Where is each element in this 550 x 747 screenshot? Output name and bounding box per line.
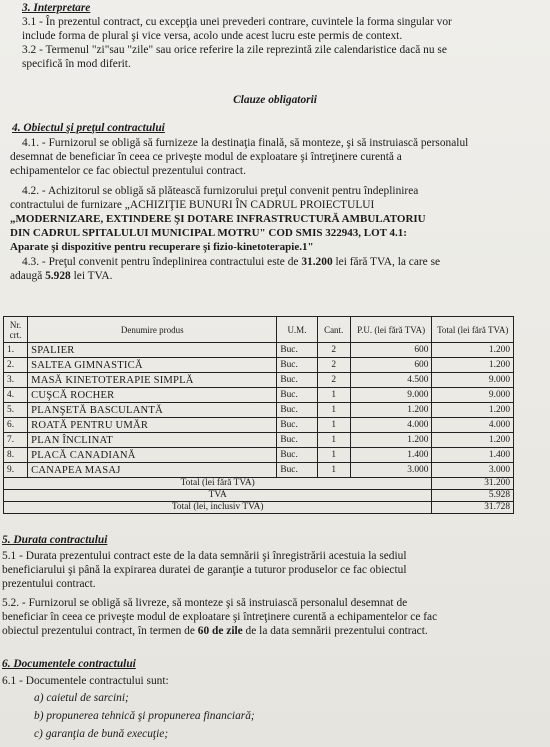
document-item: c) garanţia de bună execuţie; [34, 728, 169, 740]
contract-price-value: 31.200 [301, 256, 333, 268]
row-qty: 2 [317, 373, 350, 388]
row-um: Buc. [277, 373, 317, 388]
vat-value: 5.928 [45, 270, 71, 282]
total-gross-value: 31.728 [432, 502, 514, 514]
section-3-2-line2: specifică în mod diferit. [22, 58, 131, 70]
row-nr: 8. [4, 448, 28, 463]
section-4-2-line2: contractului de furnizare „ACHIZIŢIE BUNURI ÎN CADRUL PROIECTULUI [10, 199, 375, 211]
section-5-2-line2: beneficiar în ceea ce priveşte modul de exploatare şi întreţinere curentă a echipamentelor ce fac [2, 611, 438, 623]
row-product: CANAPEA MASAJ [28, 463, 277, 478]
header-qty: Cant. [317, 317, 350, 343]
section-5-2-line3 [2, 625, 428, 639]
table-header-row [4, 317, 514, 343]
row-product: MASĂ KINETOTERAPIE SIMPLĂ [28, 373, 277, 388]
table-row [4, 358, 514, 373]
section-4-3-line1 [22, 256, 440, 270]
row-unit-price: 1.400 [350, 448, 432, 463]
delivery-term: 60 de zile [197, 625, 243, 637]
row-qty: 1 [317, 418, 350, 433]
section-4-heading: 4. Obiectul şi preţul contractului [12, 122, 165, 134]
row-product: SPALIER [28, 343, 277, 358]
table-row [4, 463, 514, 478]
section-5-2-line1: 5.2. - Furnizorul se obligă să livreze, să monteze şi să instruiască personalul desemnat de [2, 597, 408, 609]
row-product: CUŞCĂ ROCHER [28, 388, 277, 403]
header-unit-price: P.U. (lei fără TVA) [350, 317, 432, 343]
section-4-3-text-b: lei fără TVA, la care se [332, 256, 441, 268]
row-qty: 2 [317, 343, 350, 358]
table-row [4, 373, 514, 388]
row-nr: 4. [4, 388, 28, 403]
document-item: b) propunerea tehnică şi propunerea financiară; [34, 710, 255, 722]
table-row [4, 448, 514, 463]
row-unit-price: 600 [350, 343, 432, 358]
row-unit-price: 9.000 [350, 388, 432, 403]
section-4-3-line2 [10, 270, 112, 284]
row-product: ROATĂ PENTRU UMĂR [28, 418, 277, 433]
section-4-2-line1: 4.2. - Achizitorul se obligă să plătească furnizorului preţul convenit pentru îndeplinirea [22, 185, 419, 197]
row-um: Buc. [277, 388, 317, 403]
total-gross-label: Total (lei, inclusiv TVA) [4, 502, 432, 514]
product-table [3, 316, 514, 514]
header-total: Total (lei fără TVA) [432, 317, 514, 343]
header-um: U.M. [277, 317, 317, 343]
row-um: Buc. [277, 343, 317, 358]
row-nr: 5. [4, 403, 28, 418]
section-6-1-line: 6.1 - Documentele contractului sunt: [2, 675, 169, 687]
row-product: PLANŞETĂ BASCULANTĂ [28, 403, 277, 418]
section-5-2-text-b: de la data semnării prezentului contract. [242, 625, 428, 637]
row-nr: 2. [4, 358, 28, 373]
row-unit-price: 1.200 [350, 433, 432, 448]
section-4-1-line1: 4.1. - Furnizorul se obligă să furnizeze la destinaţia finală, să monteze, şi să instruiască personalul [22, 137, 469, 149]
section-5-1-line1: 5.1 - Durata prezentului contract este de la data semnării şi înregistrării acestuia la sediul [2, 550, 407, 562]
row-qty: 1 [317, 388, 350, 403]
total-row-net [4, 478, 514, 490]
row-um: Buc. [277, 403, 317, 418]
row-total: 1.200 [432, 433, 514, 448]
row-qty: 1 [317, 448, 350, 463]
section-4-3-text-d: lei TVA. [70, 270, 113, 282]
row-qty: 2 [317, 358, 350, 373]
section-4-2-line4: DIN CADRUL SPITALULUI MUNICIPAL MOTRU" COD SMIS 322943, LOT 4.1: [10, 227, 407, 239]
section-4-3-text-c: adaugă [10, 270, 46, 282]
row-um: Buc. [277, 418, 317, 433]
table-row [4, 418, 514, 433]
row-product: SALTEA GIMNASTICĂ [28, 358, 277, 373]
total-vat-label: TVA [4, 490, 432, 502]
total-row-vat [4, 490, 514, 502]
clauze-obligatorii-title: Clauze obligatorii [233, 94, 317, 106]
section-4-1-line2: desemnat de beneficiar în ceea ce priveşte modul de exploatare şi întreţinere curentă a [10, 151, 402, 163]
row-qty: 1 [317, 463, 350, 478]
section-5-2-text-a: obiectul prezentului contract, în termen de [2, 625, 198, 637]
row-nr: 3. [4, 373, 28, 388]
row-qty: 1 [317, 433, 350, 448]
section-6-heading: 6. Documentele contractului [2, 658, 136, 670]
row-unit-price: 4.000 [350, 418, 432, 433]
document-item: a) caietul de sarcini; [34, 692, 129, 704]
row-total: 1.200 [432, 403, 514, 418]
row-product: PLAN ÎNCLINAT [28, 433, 277, 448]
row-total: 1.200 [432, 358, 514, 373]
row-total: 4.000 [432, 418, 514, 433]
section-5-1-line2: beneficiarului şi până la expirarea duratei de garanţie a tuturor produselor ce fac obiectul [2, 564, 407, 576]
section-4-2-line3: „MODERNIZARE, EXTINDERE ŞI DOTARE INFRASTRUCTURĂ AMBULATORIU [10, 213, 426, 225]
header-product: Denumire produs [28, 317, 277, 343]
section-4-3-text-a: 4.3. - Preţul convenit pentru îndeplinirea contractului este de [22, 256, 302, 268]
row-um: Buc. [277, 358, 317, 373]
total-net-value: 31.200 [432, 478, 514, 490]
row-unit-price: 3.000 [350, 463, 432, 478]
header-nr: Nr. crt. [4, 317, 28, 343]
row-total: 1.400 [432, 448, 514, 463]
row-nr: 9. [4, 463, 28, 478]
row-um: Buc. [277, 433, 317, 448]
total-net-label: Total (lei fără TVA) [4, 478, 432, 490]
table-row [4, 403, 514, 418]
total-row-gross [4, 502, 514, 514]
section-3-1-line2: include forma de plural şi vice versa, acolo unde acest lucru este permis de context. [22, 30, 403, 42]
row-nr: 7. [4, 433, 28, 448]
table-row [4, 388, 514, 403]
row-nr: 1. [4, 343, 28, 358]
table-row [4, 343, 514, 358]
section-5-heading: 5. Durata contractului [2, 534, 108, 546]
section-5-1-line3: prezentului contract. [2, 578, 96, 590]
row-total: 3.000 [432, 463, 514, 478]
section-3-heading: 3. Interpretare [22, 2, 91, 14]
section-3-1-line1: 3.1 - În prezentul contract, cu excepţia unei prevederi contrare, cuvintele la forma singular vor [22, 16, 452, 28]
row-total: 9.000 [432, 373, 514, 388]
row-product: PLACĂ CANADIANĂ [28, 448, 277, 463]
row-um: Buc. [277, 463, 317, 478]
row-unit-price: 4.500 [350, 373, 432, 388]
table-row [4, 433, 514, 448]
section-4-1-line3: echipamentelor ce fac obiectul prezentului contract. [10, 165, 246, 177]
row-um: Buc. [277, 448, 317, 463]
row-qty: 1 [317, 403, 350, 418]
total-vat-value: 5.928 [432, 490, 514, 502]
row-nr: 6. [4, 418, 28, 433]
row-unit-price: 1.200 [350, 403, 432, 418]
row-total: 9.000 [432, 388, 514, 403]
section-3-2-line1: 3.2 - Termenul "zi"sau "zile" sau orice referire la zile reprezintă zile calendaristice dacă nu se [22, 44, 447, 56]
row-total: 1.200 [432, 343, 514, 358]
section-4-2-line5: Aparate şi dispozitive pentru recuperare şi fizio-kinetoterapie.1" [10, 241, 314, 253]
row-unit-price: 600 [350, 358, 432, 373]
